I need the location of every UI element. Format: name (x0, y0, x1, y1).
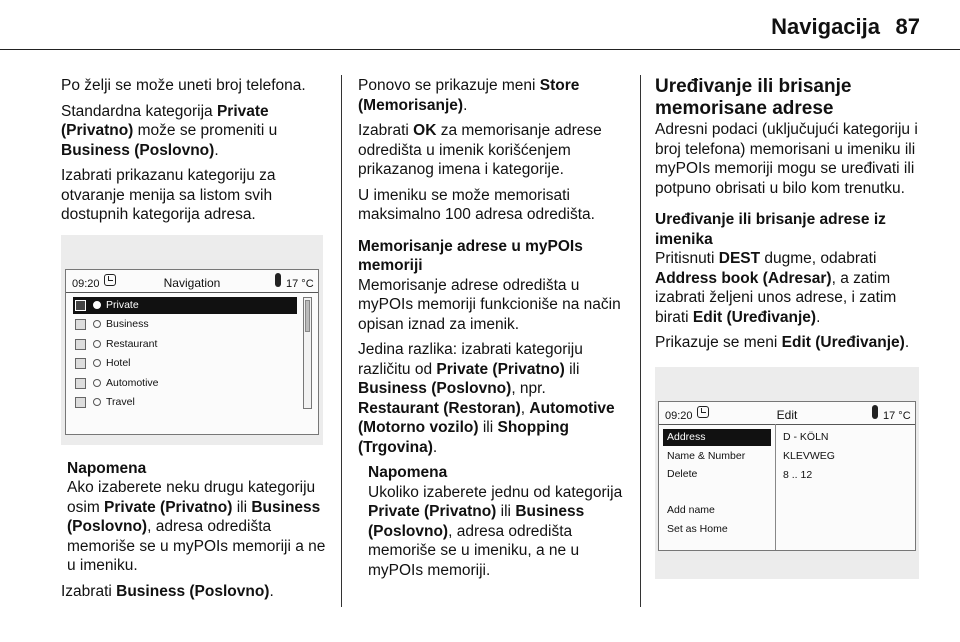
menu-item-delete[interactable]: Delete (667, 467, 698, 480)
paragraph: Standardna kategorija Private (Privatno) može se promeniti u Business (Poslovno). (61, 102, 278, 159)
note-text: Ukoliko izaberete jednu od kategorija Private (Privatno) ili Business (Poslovno), adresa odredišta memoriše se u imeniku, a ne u myPOIs memoriji. (368, 483, 623, 579)
thermometer-icon (275, 273, 281, 287)
menu-item-name-number[interactable]: Name & Number (667, 449, 746, 462)
status-bar (659, 402, 915, 424)
section-heading: Uređivanje ili brisanje memorisane adrese (655, 76, 852, 119)
status-bar (66, 270, 318, 292)
category-item-business[interactable] (73, 316, 297, 333)
category-icon (75, 339, 86, 350)
subsection-heading: Uređivanje ili brisanje adrese iz imenika (655, 211, 886, 248)
note-box (61, 459, 329, 576)
note-text: Ako izaberete neku drugu kategoriju osim Private (Privatno) ili Business (Poslovno), adresa odredišta memoriše se u myPOIs memoriji a ne u imeniku. (67, 479, 326, 574)
category-item-restaurant[interactable] (73, 336, 297, 353)
category-label: Business (106, 318, 149, 330)
radio-icon (93, 301, 101, 309)
header-divider (0, 49, 960, 50)
category-item-travel[interactable] (73, 394, 297, 411)
note-title: Napomena (67, 459, 147, 477)
column-divider-1 (341, 75, 342, 607)
thermometer-icon (872, 405, 878, 419)
radio-icon (93, 359, 101, 367)
radio-icon (93, 398, 101, 406)
category-label: Hotel (106, 357, 131, 369)
column-2 (358, 76, 628, 586)
paragraph: Ponovo se prikazuje meni Store (Memorisanje). (358, 77, 580, 114)
paragraph: Izabrati prikazanu kategoriju za otvaranje menija sa listom svih dostupnih kategorija adresa. (61, 167, 276, 223)
category-icon (75, 300, 86, 311)
status-separator (659, 424, 915, 425)
page-number: 87 (895, 14, 920, 39)
category-item-automotive[interactable] (73, 375, 297, 392)
temperature: 17 °C (883, 409, 911, 422)
category-icon (75, 378, 86, 389)
category-icon (75, 358, 86, 369)
subsection-heading: Memorisanje adrese u myPOIs memoriji (358, 237, 583, 274)
status-separator (66, 292, 318, 293)
category-label: Restaurant (106, 337, 158, 350)
paragraph: Izabrati OK za memorisanje adrese odredišta u imenik korišćenjem prikazanog imena i kategorije. (358, 122, 602, 178)
screen-title: Navigation (163, 275, 221, 290)
menu-item-address[interactable]: Address (663, 429, 771, 446)
note-title: Napomena (368, 464, 448, 481)
paragraph: Adresni podaci (uključujući kategoriju i broj telefona) memorisani u imeniku ili myPOIs memoriji mogu se uređivati ili potpuno obrisati u bilo kom trenutku. (655, 121, 918, 197)
navigation-screen-illustration (61, 235, 323, 445)
column-1 (61, 76, 329, 607)
paragraph: Po želji se može uneti broj telefona. (61, 77, 306, 94)
screen-title: Edit (776, 407, 798, 422)
address-value: KLEVWEG (783, 449, 835, 462)
address-value: 8 .. 12 (783, 468, 813, 481)
category-label: Travel (106, 396, 135, 408)
temperature: 17 °C (286, 277, 314, 290)
category-item-private[interactable] (73, 297, 297, 314)
scrollbar[interactable] (303, 297, 312, 409)
note-box (358, 463, 628, 580)
section-title: Navigacija (771, 14, 880, 39)
paragraph: Prikazuje se meni Edit (Uređivanje). (655, 334, 910, 351)
radio-icon (93, 320, 101, 328)
screen (65, 269, 319, 435)
column-3 (655, 76, 925, 579)
paragraph: Jedina razlika: izabrati kategoriju različitu od Private (Privatno) ili Business (Poslovno), npr. Restaurant (Restoran), Automotive (Motorno vozilo) ili Shopping (Trgovina). (358, 341, 615, 456)
category-label: Automotive (106, 376, 159, 389)
category-icon (75, 319, 86, 330)
clock-time: 09:20 (665, 409, 693, 422)
clock-time: 09:20 (72, 277, 100, 290)
page-header (0, 0, 960, 46)
column-divider-2 (640, 75, 641, 607)
paragraph: Izabrati Business (Poslovno). (61, 582, 274, 600)
address-value: D - KÖLN (783, 430, 829, 443)
screen (658, 401, 916, 551)
category-icon (75, 397, 86, 408)
radio-icon (93, 340, 101, 348)
panel-divider (775, 424, 776, 550)
edit-screen-illustration (655, 367, 919, 579)
menu-item-set-as-home[interactable]: Set as Home (667, 522, 728, 535)
paragraph: U imeniku se može memorisati maksimalno 100 adresa odredišta. (358, 186, 595, 223)
paragraph: Memorisanje adrese odredišta u myPOIs memoriji funkcioniše na način opisan iznad za imenik. (358, 276, 621, 333)
radio-icon (93, 379, 101, 387)
category-label: Private (106, 298, 139, 311)
category-item-hotel[interactable] (73, 355, 297, 372)
scroll-thumb[interactable] (305, 300, 310, 332)
paragraph: Pritisnuti DEST dugme, odabrati Address book (Adresar), a zatim izabrati željeni unos adrese, i zatim birati Edit (Uređivanje). (655, 250, 897, 326)
menu-item-add-name[interactable]: Add name (667, 503, 715, 516)
